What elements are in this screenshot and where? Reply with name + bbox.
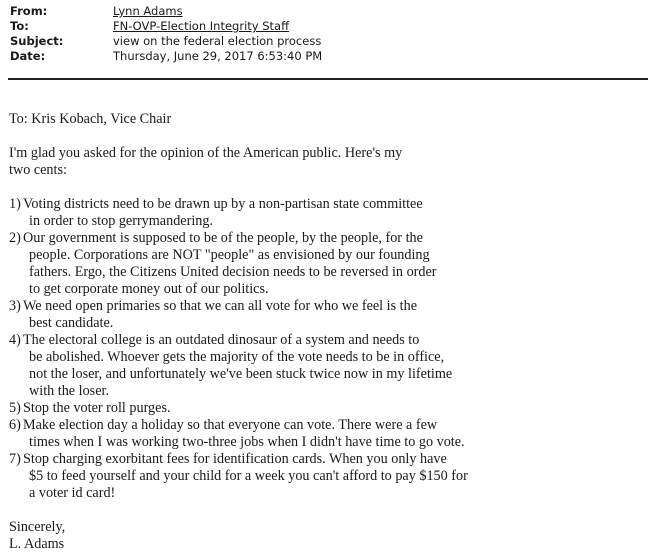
- to-value[interactable]: FN-OVP-Election Integrity Staff: [113, 19, 290, 33]
- list-item: [9, 332, 649, 400]
- from-value[interactable]: Lynn Adams: [113, 4, 183, 18]
- addressee-line: To: Kris Kobach, Vice Chair: [9, 111, 172, 127]
- list-item-line: Stop charging exorbitant fees for identification cards. When you only have: [23, 451, 447, 467]
- list-item-line: $5 to feed yourself and your child for a week you can't afford to pay $150 for: [29, 468, 468, 484]
- list-item-text: [23, 400, 171, 417]
- list-item-number: 2): [9, 230, 21, 246]
- list-item-line: times when I was working two-three jobs when I didn't have time to go vote.: [29, 434, 465, 450]
- intro-line: I'm glad you asked for the opinion of the American public. Here's my: [9, 145, 403, 161]
- list-item-number: 1): [9, 196, 21, 212]
- list-item-line: Stop the voter roll purges.: [23, 400, 171, 416]
- points-list: [9, 196, 649, 502]
- list-item-line: We need open primaries so that we can all vote for who we feel is the: [23, 298, 417, 314]
- intro-line: two cents:: [9, 162, 67, 178]
- list-item-line: Our government is supposed to be of the people, by the people, for the: [23, 230, 423, 246]
- signature-line: L. Adams: [9, 536, 65, 552]
- list-item: [9, 451, 649, 502]
- list-item-line: with the loser.: [29, 383, 109, 399]
- list-item-number: 3): [9, 298, 21, 314]
- list-item-text: [23, 417, 465, 451]
- list-item-number: 4): [9, 332, 21, 348]
- date-row: [10, 49, 322, 64]
- list-item-line: fathers. Ergo, the Citizens United decision needs to be reversed in order: [29, 264, 437, 280]
- to-row: [10, 19, 322, 34]
- email-body: [9, 111, 649, 553]
- list-item: [9, 196, 649, 230]
- list-item-line: not the loser, and unfortunately we've been stuck twice now in my lifetime: [29, 366, 453, 382]
- to-label: To:: [10, 19, 29, 33]
- list-item: [9, 417, 649, 451]
- list-item: [9, 230, 649, 298]
- list-item-line: best candidate.: [29, 315, 114, 331]
- list-item-text: [23, 230, 437, 298]
- list-item-number: 5): [9, 400, 21, 416]
- list-item-line: people. Corporations are NOT "people" as envisioned by our founding: [29, 247, 430, 263]
- list-item-line: Make election day a holiday so that everyone can vote. There were a few: [23, 417, 438, 433]
- list-item-line: The electoral college is an outdated dinosaur of a system and needs to: [23, 332, 420, 348]
- from-label: From:: [10, 4, 48, 18]
- list-item-line: a voter id card!: [29, 485, 116, 501]
- subject-value: view on the federal election process: [113, 34, 322, 48]
- list-item-text: [23, 451, 468, 502]
- list-item-line: Voting districts need to be drawn up by a non-partisan state committee: [23, 196, 423, 212]
- closing-line: Sincerely,: [9, 519, 66, 535]
- list-item-line: in order to stop gerrymandering.: [29, 213, 213, 229]
- list-item-text: [23, 332, 452, 400]
- list-item-text: [23, 298, 417, 332]
- from-row: [10, 4, 322, 19]
- list-item-line: be abolished. Whoever gets the majority of the vote needs to be in office,: [29, 349, 445, 365]
- list-item-number: 7): [9, 451, 21, 467]
- header-separator: [8, 78, 648, 80]
- date-label: Date:: [10, 49, 46, 63]
- list-item-text: [23, 196, 423, 230]
- subject-row: [10, 34, 322, 49]
- list-item: [9, 400, 649, 417]
- subject-label: Subject:: [10, 34, 64, 48]
- list-item-line: to get corporate money out of our politics.: [29, 281, 269, 297]
- list-item: [9, 298, 649, 332]
- list-item-number: 6): [9, 417, 21, 433]
- date-value: Thursday, June 29, 2017 6:53:40 PM: [113, 49, 323, 63]
- email-header: [10, 4, 322, 64]
